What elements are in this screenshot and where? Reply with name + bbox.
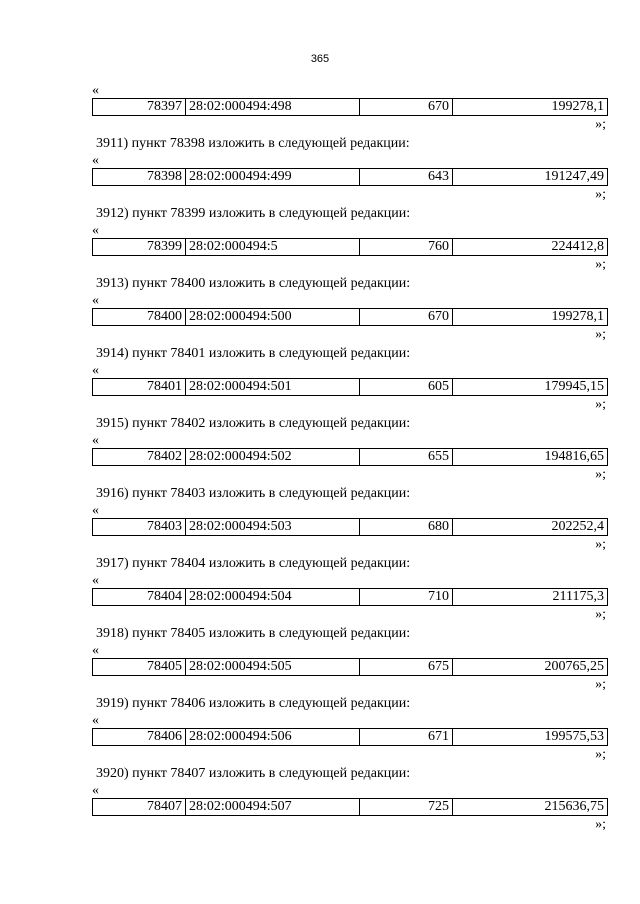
cadastral-value-cell: 215636,75 [453,799,608,816]
item-number-cell: 78407 [93,799,186,816]
cadastral-number-cell: 28:02:000494:502 [186,449,360,466]
parcel-table [92,98,608,116]
closing-quote: »; [595,397,606,412]
parcel-table [92,238,608,256]
parcel-table [92,658,608,676]
area-cell: 671 [360,729,453,746]
item-number-cell: 78399 [93,239,186,256]
opening-quote: « [92,153,99,168]
amendment-block [92,204,608,274]
table-row [93,239,608,256]
opening-quote: « [92,363,99,378]
amendment-instruction: 3911) пункт 78398 изложить в следующей редакции: [96,136,410,151]
amendment-block [92,764,608,834]
amendment-block [92,414,608,484]
cadastral-number-cell: 28:02:000494:501 [186,379,360,396]
opening-quote: « [92,713,99,728]
cadastral-value-cell: 199278,1 [453,99,608,116]
cadastral-value-cell: 199278,1 [453,309,608,326]
amendment-block [92,554,608,624]
opening-quote: « [92,83,99,98]
cadastral-value-cell: 194816,65 [453,449,608,466]
closing-quote: »; [595,467,606,482]
amendment-block [92,274,608,344]
item-number-cell: 78401 [93,379,186,396]
amendment-instruction: 3915) пункт 78402 изложить в следующей редакции: [96,416,411,431]
parcel-table [92,378,608,396]
opening-quote: « [92,503,99,518]
closing-quote: »; [595,257,606,272]
table-row [93,309,608,326]
area-cell: 655 [360,449,453,466]
parcel-table [92,308,608,326]
area-cell: 675 [360,659,453,676]
amendment-block [92,694,608,764]
amendment-block [92,484,608,554]
amendment-instruction: 3916) пункт 78403 изложить в следующей редакции: [96,486,411,501]
amendment-instruction: 3913) пункт 78400 изложить в следующей редакции: [96,276,411,291]
amendment-instruction: 3919) пункт 78406 изложить в следующей редакции: [96,696,411,711]
cadastral-value-cell: 202252,4 [453,519,608,536]
table-row [93,799,608,816]
amendment-block [92,84,608,134]
item-number-cell: 78405 [93,659,186,676]
item-number-cell: 78397 [93,99,186,116]
cadastral-value-cell: 224412,8 [453,239,608,256]
page-number: 365 [310,53,330,65]
cadastral-number-cell: 28:02:000494:5 [186,239,360,256]
cadastral-value-cell: 200765,25 [453,659,608,676]
area-cell: 725 [360,799,453,816]
amendment-block [92,344,608,414]
closing-quote: »; [595,747,606,762]
closing-quote: »; [595,607,606,622]
parcel-table [92,588,608,606]
document-body [92,84,608,834]
cadastral-number-cell: 28:02:000494:504 [186,589,360,606]
cadastral-number-cell: 28:02:000494:507 [186,799,360,816]
cadastral-number-cell: 28:02:000494:503 [186,519,360,536]
area-cell: 670 [360,99,453,116]
table-row [93,589,608,606]
opening-quote: « [92,433,99,448]
cadastral-value-cell: 179945,15 [453,379,608,396]
closing-quote: »; [595,677,606,692]
closing-quote: »; [595,817,606,832]
item-number-cell: 78400 [93,309,186,326]
cadastral-value-cell: 191247,49 [453,169,608,186]
cadastral-number-cell: 28:02:000494:505 [186,659,360,676]
item-number-cell: 78403 [93,519,186,536]
opening-quote: « [92,293,99,308]
parcel-table [92,168,608,186]
item-number-cell: 78404 [93,589,186,606]
closing-quote: »; [595,537,606,552]
item-number-cell: 78402 [93,449,186,466]
closing-quote: »; [595,117,606,132]
cadastral-number-cell: 28:02:000494:499 [186,169,360,186]
parcel-table [92,518,608,536]
closing-quote: »; [595,327,606,342]
area-cell: 670 [360,309,453,326]
cadastral-number-cell: 28:02:000494:498 [186,99,360,116]
amendment-instruction: 3917) пункт 78404 изложить в следующей редакции: [96,556,411,571]
table-row [93,99,608,116]
area-cell: 605 [360,379,453,396]
opening-quote: « [92,643,99,658]
table-row [93,449,608,466]
cadastral-number-cell: 28:02:000494:500 [186,309,360,326]
area-cell: 710 [360,589,453,606]
cadastral-value-cell: 211175,3 [453,589,608,606]
cadastral-value-cell: 199575,53 [453,729,608,746]
amendment-instruction: 3918) пункт 78405 изложить в следующей редакции: [96,626,411,641]
table-row [93,519,608,536]
opening-quote: « [92,223,99,238]
parcel-table [92,448,608,466]
table-row [93,169,608,186]
parcel-table [92,728,608,746]
parcel-table [92,798,608,816]
table-row [93,379,608,396]
table-row [93,729,608,746]
opening-quote: « [92,783,99,798]
cadastral-number-cell: 28:02:000494:506 [186,729,360,746]
table-row [93,659,608,676]
area-cell: 643 [360,169,453,186]
area-cell: 760 [360,239,453,256]
item-number-cell: 78398 [93,169,186,186]
amendment-instruction: 3920) пункт 78407 изложить в следующей редакции: [96,766,411,781]
opening-quote: « [92,573,99,588]
amendment-instruction: 3912) пункт 78399 изложить в следующей редакции: [96,206,411,221]
item-number-cell: 78406 [93,729,186,746]
amendment-instruction: 3914) пункт 78401 изложить в следующей редакции: [96,346,411,361]
amendment-block [92,624,608,694]
amendment-block [92,134,608,204]
closing-quote: »; [595,187,606,202]
area-cell: 680 [360,519,453,536]
